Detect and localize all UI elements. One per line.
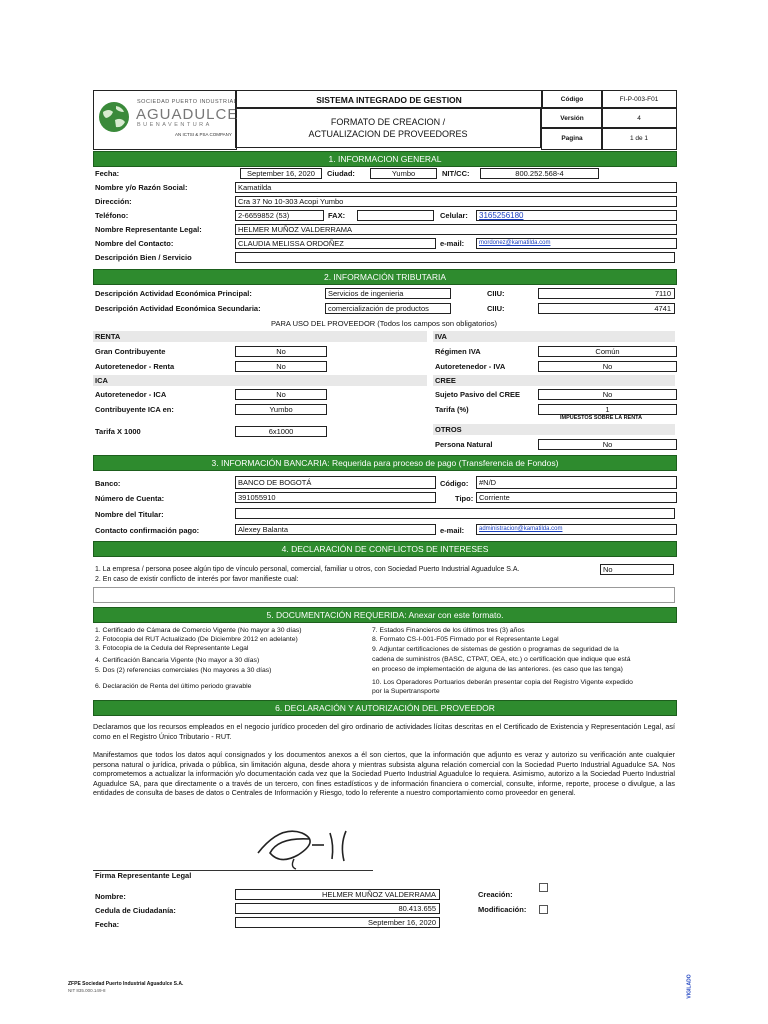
doc-left-6: 6. Declaración de Renta del último periodo gravable	[95, 683, 252, 690]
doc-left-4: 4. Certificación Bancaria Vigente (No mayor a 30 días)	[95, 657, 260, 664]
autoret-renta-field[interactable]: No	[235, 361, 327, 372]
doc-right-7: por la Supertransporte	[372, 688, 440, 695]
contacto-pago-field[interactable]: Alexey Balanta	[235, 524, 436, 535]
firma-label: Firma Representante Legal	[95, 871, 192, 880]
fecha-field[interactable]: September 16, 2020	[240, 168, 322, 179]
modificacion-checkbox[interactable]	[539, 905, 548, 914]
ciiu1-label: CIIU:	[487, 289, 505, 298]
descripcion-label: Descripción Bien / Servicio	[95, 253, 192, 262]
pagina-value: 1 de 1	[601, 127, 677, 150]
tipo-label: Tipo:	[455, 494, 474, 503]
fax-field[interactable]	[357, 210, 434, 221]
codigo-value: FI-P-003-F01	[601, 90, 677, 109]
ciiu2-field[interactable]: 4741	[538, 303, 675, 314]
iva-header-bg	[433, 331, 675, 342]
form-title: FORMATO DE CREACION / ACTUALIZACION DE PROVEEDORES	[235, 107, 541, 148]
pago-email-label: e-mail:	[440, 526, 465, 535]
impuestos-note: IMPUESTOS SOBRE LA RENTA	[560, 415, 643, 421]
iva-header: IVA	[435, 332, 447, 341]
autoret-ica-field[interactable]: No	[235, 389, 327, 400]
declaracion-p2: Manifestamos que todos los datos aquí consignados y los documentos anexos a él son ciertos, que la información que adjunto es veraz y autorizo su verificación ante cualquier persona natural o jurídica, privada o pública, sin limitación alguna, desde ahora y mientras subsista alguna relación comercial con la Sociedad Puerto Industrial Aguadulce SA. Nos comprometemos a actualizar la información y/o documentación cada vez que la Sociedad Puerto Industrial Aguadulce lo requiera. Asimismo, autorizo a la Sociedad Puerto Industrial Aguadulce SA, para que directamente o a través de un tercero, con fines estadísticos y de información financiera o comercial, consulte, informe, reporte, procese o divulgue, a las entidades de consulta de bases de datos o Centrales de Información y Riesgo, todo lo referente a nuestro comportamiento como proveedor en general.	[93, 750, 675, 798]
conflicto-item-1-field[interactable]: No	[600, 564, 674, 575]
contrib-ica-field[interactable]: Yumbo	[235, 404, 327, 415]
section-5-header: 5. DOCUMENTACIÓN REQUERIDA: Anexar con este formato.	[93, 607, 677, 623]
email-label: e-mail:	[440, 239, 465, 248]
doc-right-2: 8. Formato CS-I-001-F05 Firmado por el Representante Legal	[372, 636, 559, 643]
logo-sub: BUENAVENTURA	[137, 122, 212, 128]
declaracion-p1: Declaramos que los recursos empleados en el negocio jurídico proceden del giro ordinario de actividades lícitas descritas en el Certificado de Existencia y Representación Legal, así como en el Registro Único Tributario - RUT.	[93, 722, 675, 741]
persona-natural-field[interactable]: No	[538, 439, 677, 450]
direccion-label: Dirección:	[95, 197, 132, 206]
direccion-field[interactable]: Cra 37 No 10-303 Acopi Yumbo	[235, 196, 677, 207]
doc-left-5: 5. Dos (2) referencias comerciales (No mayores a 30 días)	[95, 667, 272, 674]
doc-left-3: 3. Fotocopia de la Cedula del Representante Legal	[95, 645, 249, 652]
celular-label: Celular:	[440, 211, 468, 220]
system-title: SISTEMA INTEGRADO DE GESTION	[235, 90, 543, 109]
cree-header-bg	[433, 375, 675, 386]
nombre-field[interactable]: Kamatilda	[235, 182, 677, 193]
codigo-label: Código	[541, 90, 603, 109]
contrib-ica-label: Contribuyente ICA en:	[95, 405, 174, 414]
firmante-nombre-field[interactable]: HELMER MUÑOZ VALDERRAMA	[235, 889, 440, 900]
tarifa-1000-label: Tarifa X 1000	[95, 427, 141, 436]
titular-field[interactable]	[235, 508, 675, 519]
titular-label: Nombre del Titular:	[95, 510, 164, 519]
rep-legal-field[interactable]: HELMER MUÑOZ VALDERRAMA	[235, 224, 677, 235]
ica-header: ICA	[95, 376, 108, 385]
globe-icon	[97, 100, 131, 134]
sujeto-cree-field[interactable]: No	[538, 389, 677, 400]
gran-contrib-field[interactable]: No	[235, 346, 327, 357]
pagina-label: Pagina	[541, 127, 603, 150]
nit-label: NIT/CC:	[442, 169, 470, 178]
conflicto-item-2: 2. En caso de existir conflicto de interés por favor manifieste cual:	[95, 576, 299, 583]
doc-right-6: 10. Los Operadores Portuarios deberán presentar copia del Registro Vigente expedido	[372, 679, 633, 686]
firmante-nombre-label: Nombre:	[95, 892, 126, 901]
section-1-header: 1. INFORMACION GENERAL	[93, 151, 677, 167]
regimen-iva-field[interactable]: Común	[538, 346, 677, 357]
tarifa-1000-field[interactable]: 6x1000	[235, 426, 327, 437]
contacto-pago-label: Contacto confirmación pago:	[95, 526, 200, 535]
footer-nit: NIT 835.000.149-8	[68, 988, 106, 993]
act-secundaria-field[interactable]: comercialización de productos	[325, 303, 451, 314]
conflicto-detalle-field[interactable]	[93, 587, 675, 603]
logo-name: AGUADULCE	[136, 106, 239, 123]
autoret-ica-label: Autoretenedor - ICA	[95, 390, 167, 399]
renta-header: RENTA	[95, 332, 121, 341]
conflicto-item-1: 1. La empresa / persona posee algún tipo de vínculo personal, comercial, familiar u otros, con Sociedad Puerto Industrial Aguadulce S.A.	[95, 566, 520, 573]
fecha-label: Fecha:	[95, 169, 120, 178]
cuenta-label: Número de Cuenta:	[95, 494, 165, 503]
autoret-iva-field[interactable]: No	[538, 361, 677, 372]
vigilado-badge	[688, 972, 702, 1004]
banco-label: Banco:	[95, 479, 121, 488]
ciiu1-field[interactable]: 7110	[538, 288, 675, 299]
ciudad-label: Ciudad:	[327, 169, 355, 178]
act-principal-label: Descripción Actividad Económica Principal:	[95, 289, 252, 298]
nombre-label: Nombre y/o Razón Social:	[95, 183, 188, 192]
cuenta-field[interactable]: 391055910	[235, 492, 436, 503]
descripcion-field[interactable]	[235, 252, 675, 263]
sujeto-cree-label: Sujeto Pasivo del CREE	[435, 390, 521, 399]
doc-left-1: 1. Certificado de Cámara de Comercio Vigente (No mayor a 30 días)	[95, 627, 302, 634]
version-label: Versión	[541, 107, 603, 129]
cedula-label: Cedula de Ciudadanía:	[95, 906, 176, 915]
banco-field[interactable]: BANCO DE BOGOTÁ	[235, 476, 436, 489]
telefono-label: Teléfono:	[95, 211, 129, 220]
cree-header: CREE	[435, 376, 456, 385]
doc-right-5: en proceso de implementación de alguna de las anteriores. (es caso que las tenga)	[372, 666, 623, 673]
creacion-checkbox[interactable]	[539, 883, 548, 892]
regimen-iva-label: Régimen IVA	[435, 347, 481, 356]
doc-left-2: 2. Fotocopia del RUT Actualizado (De Diciembre 2012 en adelante)	[95, 636, 298, 643]
creacion-label: Creación:	[478, 890, 513, 899]
act-secundaria-label: Descripción Actividad Económica Secundaria:	[95, 304, 261, 313]
uso-proveedor-note: PARA USO DEL PROVEEDOR (Todos los campos son obligatorios)	[271, 319, 497, 328]
firma-fecha-label: Fecha:	[95, 920, 120, 929]
autoret-renta-label: Autoretenedor - Renta	[95, 362, 175, 371]
logo	[97, 96, 239, 142]
section-6-header: 6. DECLARACIÓN Y AUTORIZACIÓN DEL PROVEEDOR	[93, 700, 677, 716]
cedula-field[interactable]: 80.413.655	[235, 903, 440, 914]
persona-natural-label: Persona Natural	[435, 440, 493, 449]
pago-email-field[interactable]: administracion@kamatilda.com	[476, 524, 677, 535]
nit-field[interactable]: 800.252.568-4	[480, 168, 599, 179]
otros-header: OTROS	[435, 425, 462, 434]
tarifa-pct-label: Tarifa (%)	[435, 405, 469, 414]
footer-company: ZFPE Sociedad Puerto Industrial Aguadulce S.A.	[68, 981, 184, 987]
contacto-label: Nombre del Contacto:	[95, 239, 174, 248]
telefono-field[interactable]: 2-6659852 (53)	[235, 210, 324, 221]
tarifa-pct-field[interactable]: 1	[538, 404, 677, 415]
act-principal-field[interactable]: Servicios de ingenieria	[325, 288, 451, 299]
otros-header-bg	[433, 424, 675, 435]
doc-right-4: cadena de suministros (BASC, CTPAT, OEA, etc.) o certificación que indique que está	[372, 656, 631, 663]
ciiu2-label: CIIU:	[487, 304, 505, 313]
modificacion-label: Modificación:	[478, 905, 527, 914]
fax-label: FAX:	[328, 211, 346, 220]
section-2-header: 2. INFORMACIÓN TRIBUTARIA	[93, 269, 677, 285]
version-value: 4	[601, 107, 677, 129]
autoret-iva-label: Autoretenedor - IVA	[435, 362, 506, 371]
gran-contrib-label: Gran Contribuyente	[95, 347, 166, 356]
celular-field[interactable]: 3165256180	[476, 210, 677, 221]
logo-company: AN ICTSI & PSA COMPANY	[175, 132, 232, 137]
rep-legal-label: Nombre Representante Legal:	[95, 225, 202, 234]
vigilado-text: VIGILADO	[686, 974, 693, 999]
doc-right-1: 7. Estados Financieros de los últimos tres (3) años	[372, 627, 525, 634]
ica-header-bg	[93, 375, 427, 386]
tipo-field[interactable]: Corriente	[476, 492, 677, 503]
banco-codigo-label: Código:	[440, 479, 469, 488]
doc-right-3: 9. Adjuntar certificaciones de sistemas de gestión o programas de seguridad de la	[372, 646, 619, 653]
section-3-header: 3. INFORMACIÓN BANCARIA: Requerida para proceso de pago (Transferencia de Fondos)	[93, 455, 677, 471]
ciudad-field[interactable]: Yumbo	[370, 168, 437, 179]
firma-fecha-field[interactable]: September 16, 2020	[235, 917, 440, 928]
banco-codigo-field[interactable]: #N/D	[476, 476, 677, 489]
signature-icon	[250, 815, 370, 875]
logo-top-text: SOCIEDAD PUERTO INDUSTRIAL	[137, 99, 238, 105]
contacto-field[interactable]: CLAUDIA MELISSA ORDOÑEZ	[235, 238, 436, 249]
renta-header-bg	[93, 331, 427, 342]
email-field[interactable]: mordonez@kamatilda.com	[476, 238, 677, 249]
section-4-header: 4. DECLARACIÓN DE CONFLICTOS DE INTERESES	[93, 541, 677, 557]
